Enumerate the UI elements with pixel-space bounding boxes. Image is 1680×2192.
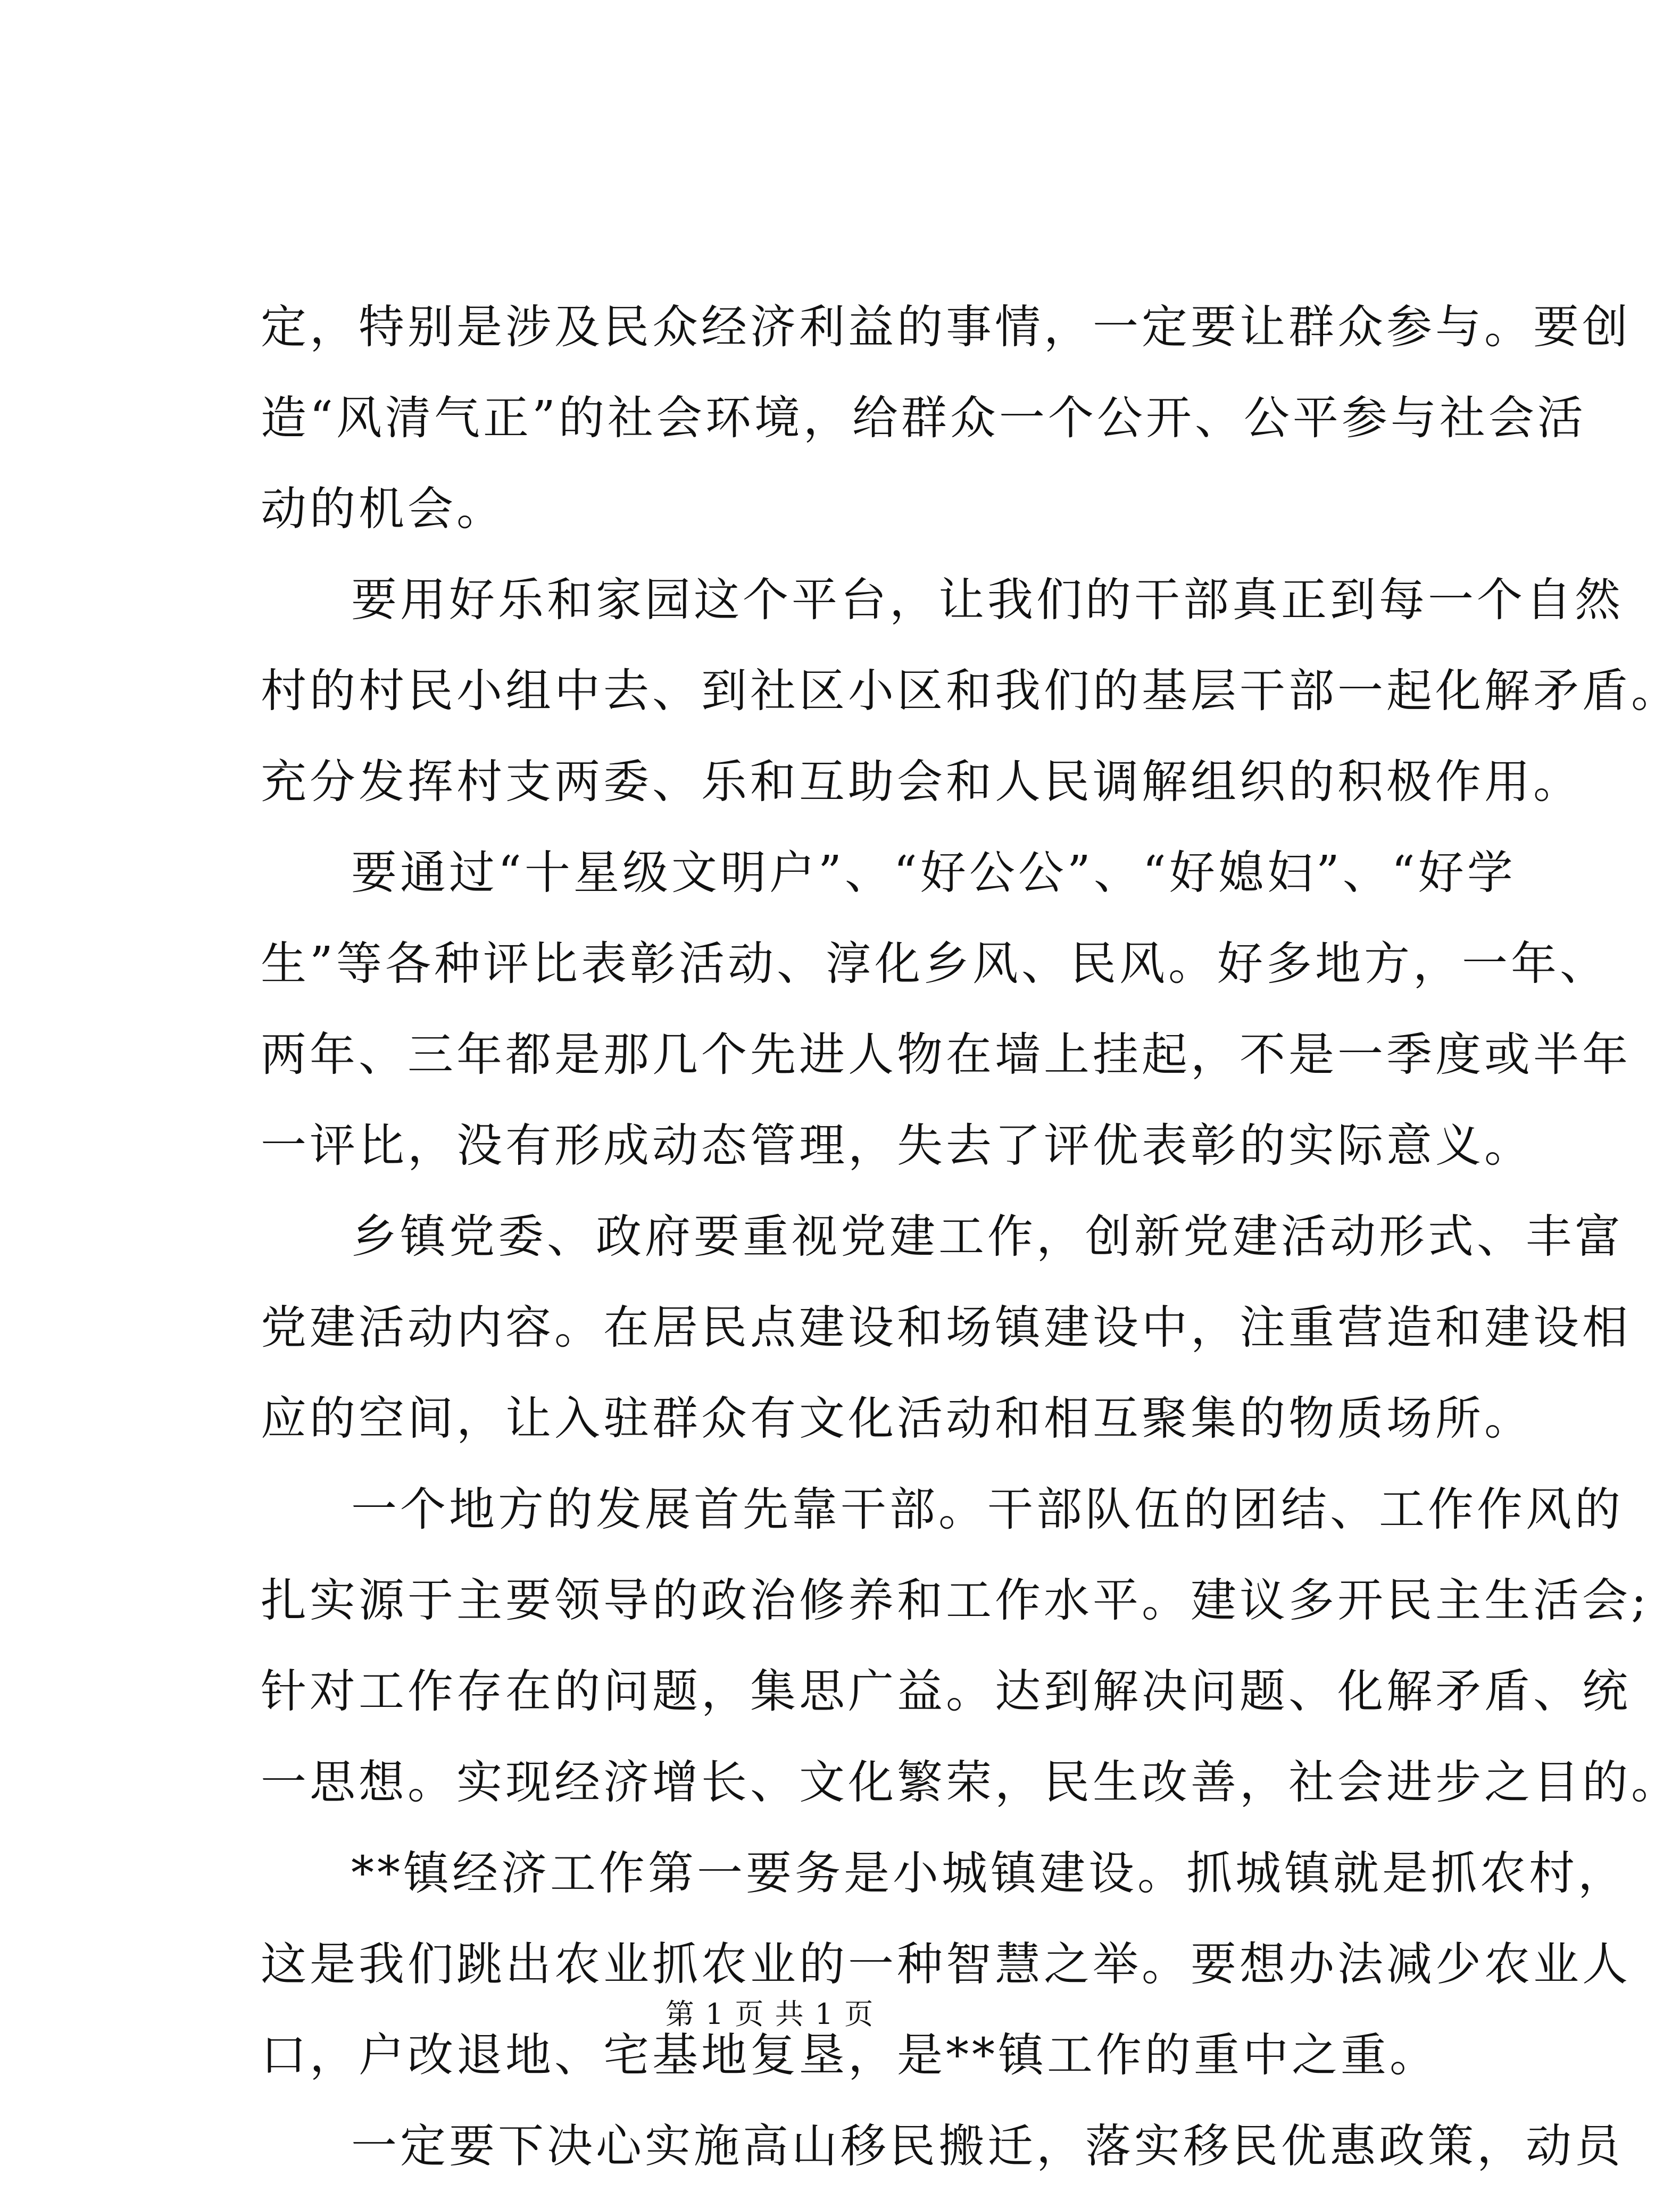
text-line: 扎实源于主要领导的政治修养和工作水平。建议多开民主生活会; bbox=[261, 1574, 1650, 1627]
text-line: 应的空间，让入驻群众有文化活动和相互聚集的物质场所。 bbox=[261, 1392, 1533, 1445]
text-line: 针对工作存在的问题，集思广益。达到解决问题、化解矛盾、统 bbox=[261, 1665, 1631, 1718]
text-line: 一个地方的发展首先靠干部。干部队伍的团结、工作作风的 bbox=[351, 1483, 1624, 1536]
text-line: 定，特别是涉及民众经济利益的事情，一定要让群众参与。要创 bbox=[261, 301, 1631, 354]
text-line: 要用好乐和家园这个平台，让我们的干部真正到每一个自然 bbox=[351, 573, 1624, 627]
text-line: 口，户改退地、宅基地复垦，是**镇工作的重中之重。 bbox=[261, 2029, 1438, 2082]
text-line: 生”等各种评比表彰活动、淳化乡风、民风。好多地方，一年、 bbox=[261, 937, 1609, 990]
text-line: 这是我们跳出农业抓农业的一种智慧之举。要想办法减少农业人 bbox=[261, 1938, 1631, 1991]
text-line: 乡镇党委、政府要重视党建工作，创新党建活动形式、丰富 bbox=[351, 1210, 1624, 1263]
page-footer: 第 1 页 共 1 页 bbox=[665, 1997, 875, 2031]
text-line: 村的村民小组中去、到社区小区和我们的基层干部一起化解矛盾。 bbox=[261, 664, 1680, 718]
text-line: 一思想。实现经济增长、文化繁荣，民生改善，社会进步之目的。 bbox=[261, 1756, 1680, 1809]
text-line: 党建活动内容。在居民点建设和场镇建设中，注重营造和建设相 bbox=[261, 1301, 1631, 1354]
text-line: 动的机会。 bbox=[261, 482, 505, 536]
text-line: 一定要下决心实施高山移民搬迁，落实移民优惠政策，动员 bbox=[351, 2120, 1624, 2173]
text-line: 造“风清气正”的社会环境，给群众一个公开、公平参与社会活 bbox=[261, 391, 1586, 445]
text-line: **镇经济工作第一要务是小城镇建设。抓城镇就是抓农村， bbox=[351, 1847, 1627, 1900]
text-line: 两年、三年都是那几个先进人物在墙上挂起，不是一季度或半年 bbox=[261, 1028, 1631, 1081]
document-body bbox=[261, 282, 1680, 2192]
text-line: 要通过“十星级文明户”、“好公公”、“好媳妇”、“好学 bbox=[351, 846, 1516, 899]
text-line: 充分发挥村支两委、乐和互助会和人民调解组织的积极作用。 bbox=[261, 755, 1582, 809]
text-line: 一评比，没有形成动态管理，失去了评优表彰的实际意义。 bbox=[261, 1119, 1533, 1172]
